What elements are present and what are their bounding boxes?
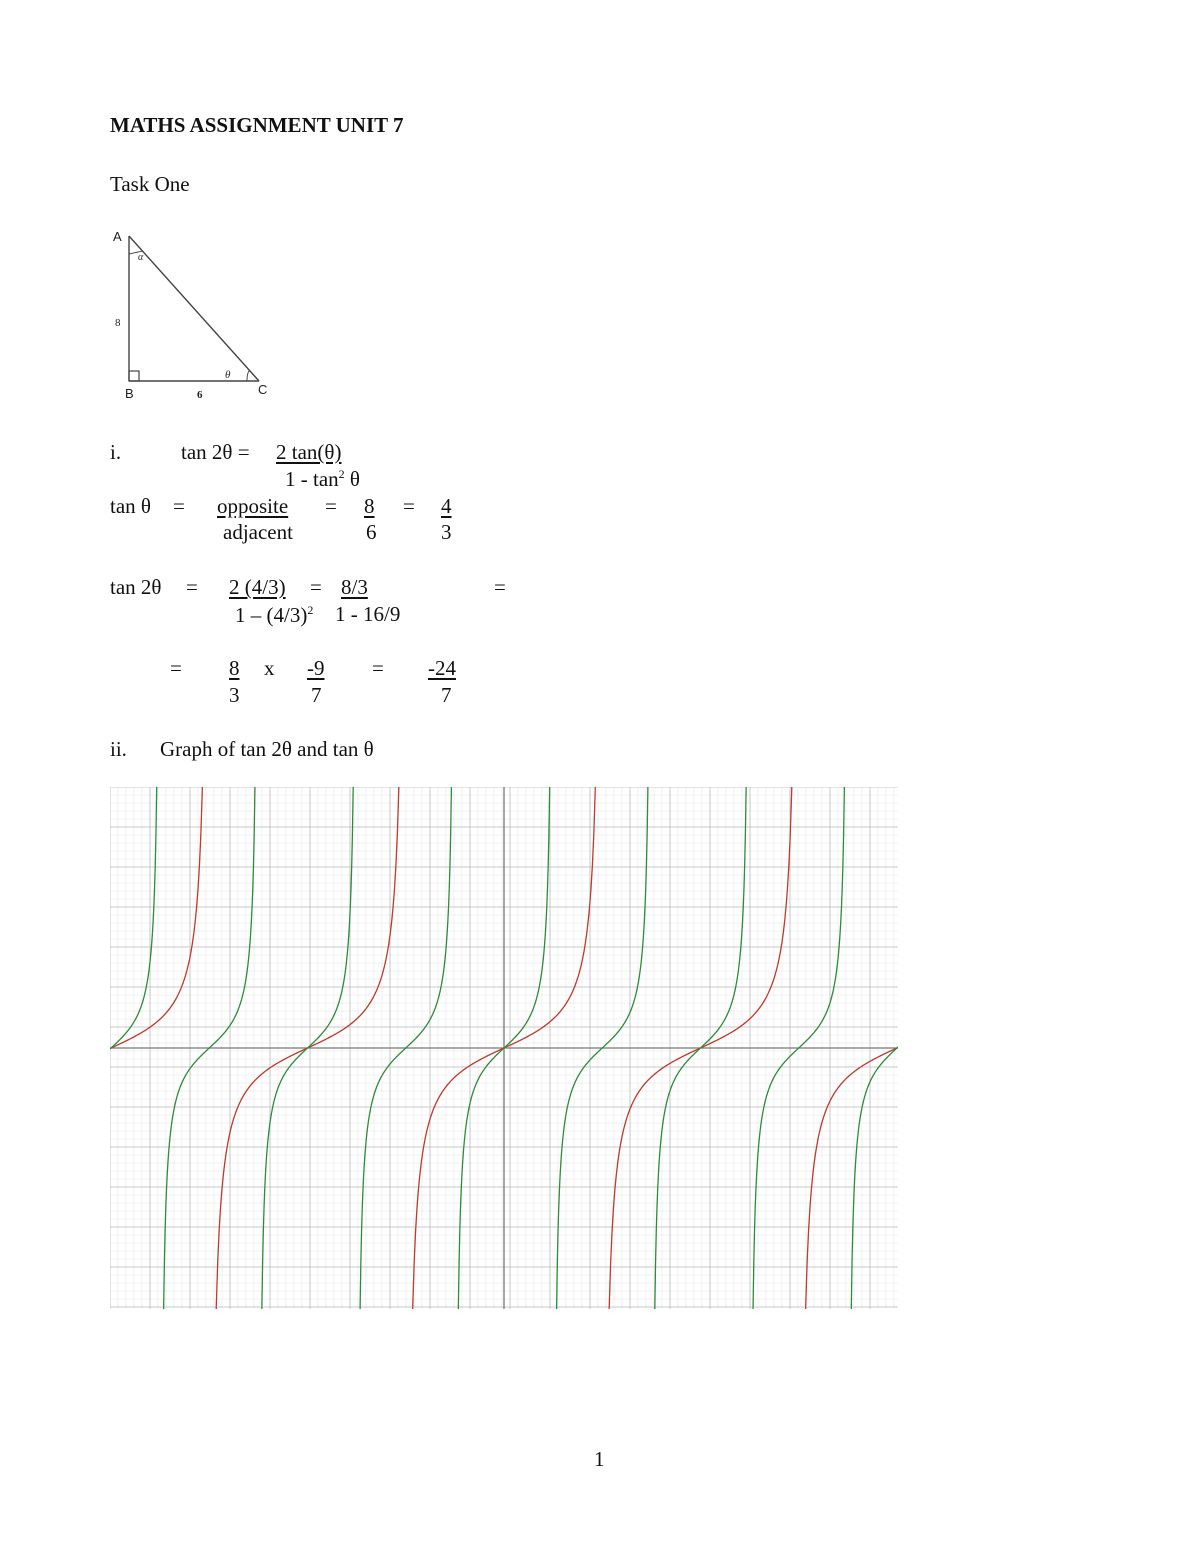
eq2-denominator-adjacent: adjacent — [223, 520, 293, 544]
part-i-label: i. — [110, 440, 122, 464]
eq3-numerator-1: 2 (4/3) — [229, 575, 286, 599]
eq4-numerator-neg24: -24 — [428, 656, 456, 680]
theta-arc — [247, 370, 250, 381]
eq2-equals-2: = — [325, 494, 337, 518]
right-angle-marker — [129, 371, 139, 381]
part-ii-label: ii. — [110, 737, 127, 761]
eq2-lhs: tan θ — [110, 494, 151, 518]
eq4-denominator-7a: 7 — [311, 683, 322, 707]
eq1-lhs: tan 2θ = — [181, 440, 250, 464]
eq2-numerator-4: 4 — [441, 494, 452, 518]
eq2-denominator-3: 3 — [441, 520, 452, 544]
vertex-b-label: B — [125, 386, 134, 401]
angle-alpha-label: α — [138, 252, 144, 263]
eq2-equals-1: = — [173, 494, 185, 518]
eq4-denominator-7b: 7 — [441, 683, 452, 707]
task-heading: Task One — [110, 172, 190, 196]
eq3-equals-2: = — [310, 575, 322, 599]
page-number: 1 — [594, 1447, 605, 1471]
eq3-denominator-1: $1 - (4/3)^2$ — [235, 603, 314, 627]
eq4-equals-1: = — [170, 656, 182, 680]
eq3-numerator-2: 8/3 — [341, 575, 368, 599]
tan-2theta-branch — [848, 1045, 898, 1309]
eq3-lhs: tan 2θ — [110, 575, 162, 599]
tan-graph — [110, 787, 898, 1309]
eq4-equals-2: = — [372, 656, 384, 680]
graph-caption: Graph of tan 2θ and tan θ — [160, 737, 374, 761]
eq4-numerator-8: 8 — [229, 656, 240, 680]
side-ac-line — [129, 236, 259, 381]
eq3-equals-1: = — [186, 575, 198, 599]
eq2-denominator-6: 6 — [366, 520, 377, 544]
tan-theta-branch — [110, 787, 209, 1049]
eq3-denominator-2: 1 - 16/9 — [335, 602, 401, 626]
eq2-equals-3: = — [403, 494, 415, 518]
vertex-c-label: C — [258, 382, 268, 397]
eq4-times: x — [264, 656, 275, 680]
side-bc-label: 6 — [197, 389, 203, 401]
eq3-equals-3: = — [494, 575, 506, 599]
side-ab-label: 8 — [115, 317, 121, 329]
eq2-numerator-8: 8 — [364, 494, 375, 518]
eq1-denominator: $1 - \tan^2 \theta$ — [285, 467, 360, 491]
eq2-numerator-opposite: opposite — [217, 494, 289, 518]
triangle-diagram — [108, 224, 278, 404]
document-title: MATHS ASSIGNMENT UNIT 7 — [110, 113, 404, 137]
vertex-a-label: A — [113, 229, 122, 244]
eq4-numerator-neg9: -9 — [307, 656, 325, 680]
eq4-denominator-3: 3 — [229, 683, 240, 707]
eq1-numerator: 2 tan(θ) — [276, 440, 342, 464]
angle-theta-label: θ — [225, 369, 231, 381]
